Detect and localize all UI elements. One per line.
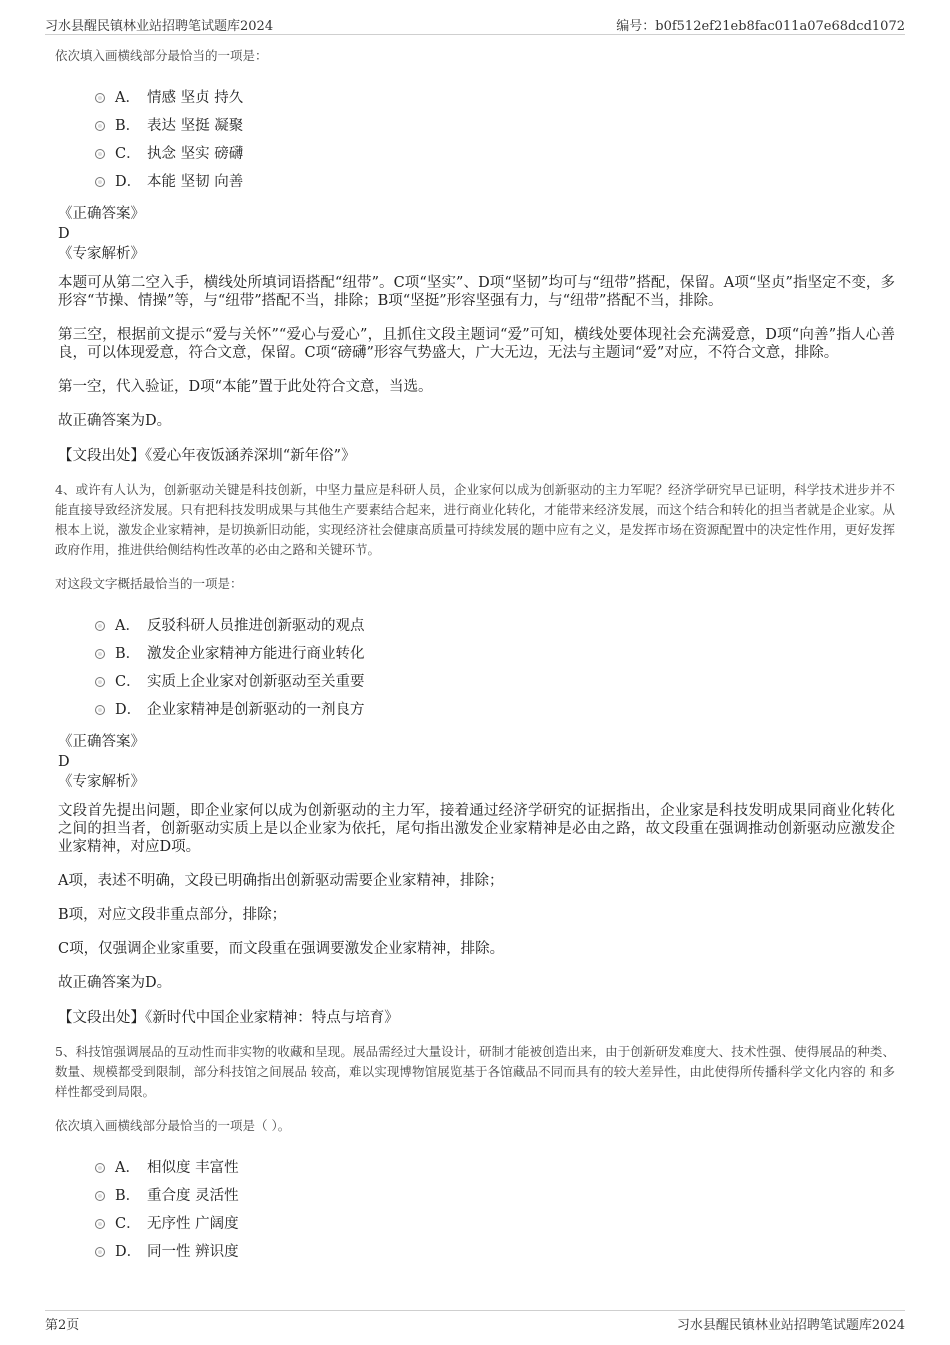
option-text: 反驳科研人员推进创新驱动的观点 — [147, 617, 365, 634]
q4-explanation-4: C项，仅强调企业家重要，而文段重在强调要激发企业家精神，排除。 — [58, 941, 505, 957]
option-letter: D． — [115, 1243, 142, 1260]
option-letter: B． — [115, 645, 141, 662]
radio-icon[interactable] — [95, 1219, 105, 1229]
q3-option-c[interactable] — [95, 138, 895, 166]
radio-icon[interactable] — [95, 621, 105, 631]
q3-option-b[interactable] — [95, 110, 895, 138]
page-number: 第2页 — [45, 1318, 80, 1333]
q3-answer: D — [58, 226, 70, 242]
header-title: 习水县醒民镇林业站招聘笔试题库2024 — [45, 19, 274, 34]
option-letter: A． — [115, 89, 140, 106]
option-text: 执念 坚实 磅礴 — [147, 145, 244, 162]
option-text: 实质上企业家对创新驱动至关重要 — [147, 673, 365, 690]
option-letter: C． — [115, 673, 141, 690]
q3-source: 【文段出处】《爱心年夜饭涵养深圳“新年俗”》 — [58, 448, 356, 464]
q5-prompt: 依次填入画横线部分最恰当的一项是（ ）。 — [55, 1118, 291, 1133]
radio-icon[interactable] — [95, 149, 105, 159]
radio-icon[interactable] — [95, 177, 105, 187]
page-content — [55, 46, 895, 1274]
q3-explanation-3: 第一空，代入验证，D项“本能”置于此处符合文意，当选。 — [58, 379, 433, 395]
q4-explanation-1: 文段首先提出问题，即企业家何以成为创新驱动的主力军，接着通过经济学研究的证据指出，企业家是科技发明成果同商业化转化之间的担当者，创新驱动实质上是以企业家为依托，尾句指出激发企业家精神是必由之路，故文段重在强调推动创新驱动应激发企业家精神，对应D项。 — [58, 803, 895, 855]
footer-title: 习水县醒民镇林业站招聘笔试题库2024 — [676, 1318, 905, 1333]
option-letter: B． — [115, 1187, 141, 1204]
q4-option-d[interactable] — [95, 694, 895, 722]
q5-options — [95, 1152, 895, 1264]
q4-answer: D — [58, 754, 70, 770]
option-letter: D． — [115, 173, 142, 190]
q4-option-c[interactable] — [95, 666, 895, 694]
q5-passage: 5、科技馆强调展品的互动性而非实物的收藏和呈现。展品需经过大量设计，研制才能被创造出来，由于创新研发难度大、技术性强、使得展品的种类、数量、规模都受到限制，部分科技馆之间展品 较高，难以实现博物馆展览基于各馆藏品不同而具有的较大差异性，由此使得所传播科学文化内容的 和多样性都受到局限。 — [55, 1044, 895, 1099]
q3-explanation-1: 本题可从第二空入手，横线处所填词语搭配“纽带”。C项“坚实”、D项“坚韧”均可与“纽带”搭配，保留。A项“坚贞”指坚定不变，多形容“节操、情操”等，与“纽带”搭配不当，排除；B项“坚挺”形容坚强有力，与“纽带”搭配不当，排除。 — [58, 275, 895, 309]
option-text: 企业家精神是创新驱动的一剂良方 — [147, 701, 365, 718]
radio-icon[interactable] — [95, 1191, 105, 1201]
q3-option-d[interactable] — [95, 166, 895, 194]
q4-prompt: 对这段文字概括最恰当的一项是： — [55, 576, 243, 591]
document-id: 编号：b0f512ef21eb8fac011a07e68dcd1072 — [616, 19, 905, 34]
q3-explanation-4: 故正确答案为D。 — [58, 413, 172, 429]
option-text: 相似度 丰富性 — [147, 1159, 239, 1176]
option-text: 无序性 广阔度 — [147, 1215, 239, 1232]
option-letter: D． — [115, 701, 142, 718]
q3-explanation-2: 第三空，根据前文提示“爱与关怀”“爱心与爱心”，且抓住文段主题词“爱”可知，横线处要体现社会充满爱意，D项“向善”指人心善良，可以体现爱意，符合文意，保留。C项“磅礴”形容气势盛大，广大无边，无法与主题词“爱”对应，不符合文意，排除。 — [58, 327, 895, 361]
q5-option-d[interactable] — [95, 1236, 895, 1264]
radio-icon[interactable] — [95, 1163, 105, 1173]
radio-icon[interactable] — [95, 1247, 105, 1257]
option-text: 重合度 灵活性 — [147, 1187, 239, 1204]
q4-explanation-heading: 《专家解析》 — [58, 774, 145, 790]
q4-answer-heading: 《正确答案》 — [58, 734, 145, 750]
q4-option-b[interactable] — [95, 638, 895, 666]
q5-option-a[interactable] — [95, 1152, 895, 1180]
q4-option-a[interactable] — [95, 610, 895, 638]
radio-icon[interactable] — [95, 121, 105, 131]
option-letter: C． — [115, 1215, 141, 1232]
option-text: 情感 坚贞 持久 — [147, 89, 244, 106]
q4-source: 【文段出处】《新时代中国企业家精神：特点与培育》 — [58, 1010, 399, 1026]
q5-option-c[interactable] — [95, 1208, 895, 1236]
q3-explanation-heading: 《专家解析》 — [58, 246, 145, 262]
radio-icon[interactable] — [95, 705, 105, 715]
header-divider — [45, 34, 905, 35]
radio-icon[interactable] — [95, 93, 105, 103]
q5-option-b[interactable] — [95, 1180, 895, 1208]
option-letter: A． — [115, 1159, 140, 1176]
option-letter: B． — [115, 117, 141, 134]
q3-option-a[interactable] — [95, 82, 895, 110]
q4-explanation-5: 故正确答案为D。 — [58, 975, 172, 991]
option-letter: A． — [115, 617, 140, 634]
radio-icon[interactable] — [95, 677, 105, 687]
q3-answer-heading: 《正确答案》 — [58, 206, 145, 222]
q4-explanation-3: B项，对应文段非重点部分，排除； — [58, 907, 287, 923]
option-letter: C． — [115, 145, 141, 162]
q4-passage: 4、或许有人认为，创新驱动关键是科技创新，中坚力量应是科研人员，企业家何以成为创新驱动的主力军呢？经济学研究早已证明，科学技术进步并不能直接导致经济发展。只有把科技发明成果与其他生产要素结合起来，进行商业化转化，才能带来经济发展，而这个结合和转化的担当者就是企业家。从根本上说，激发企业家精神，是切换新旧动能，实现经济社会健康高质量可持续发展的题中应有之义，是发挥市场在资源配置中的决定性作用，更好发挥政府作用，推进供给侧结构性改革的必由之路和关键环节。 — [55, 482, 895, 557]
radio-icon[interactable] — [95, 649, 105, 659]
option-text: 激发企业家精神方能进行商业转化 — [147, 645, 365, 662]
option-text: 同一性 辨识度 — [147, 1243, 239, 1260]
option-text: 表达 坚挺 凝聚 — [147, 117, 244, 134]
q3-options — [95, 82, 895, 194]
q4-options — [95, 610, 895, 722]
footer-divider — [45, 1310, 905, 1311]
option-text: 本能 坚韧 向善 — [147, 173, 244, 190]
q3-prompt: 依次填入画横线部分最恰当的一项是： — [55, 48, 268, 63]
q4-explanation-2: A项，表述不明确，文段已明确指出创新驱动需要企业家精神，排除； — [58, 873, 504, 889]
